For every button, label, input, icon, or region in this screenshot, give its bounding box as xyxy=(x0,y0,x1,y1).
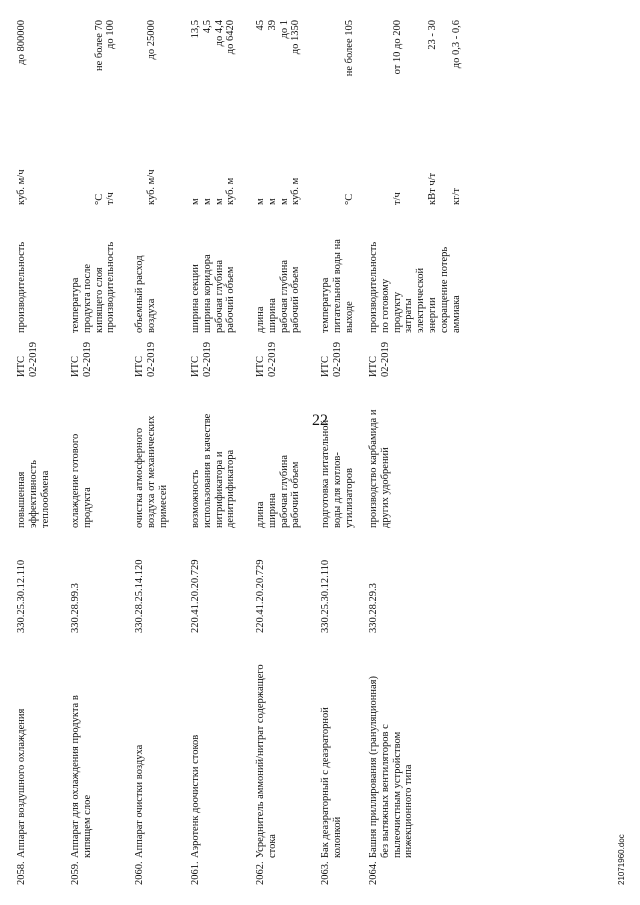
text-line: возможность xyxy=(190,469,201,528)
parameter-unit: т/ч xyxy=(105,192,117,205)
text-line: 02-2019 xyxy=(331,342,343,377)
text-line: повышенная xyxy=(16,471,27,528)
parameter-value: до 25000 xyxy=(145,20,157,60)
text-line: температура xyxy=(320,277,331,333)
okpd-code: 330.28.99.3 xyxy=(70,583,81,633)
text-line: электрической xyxy=(415,267,427,333)
parameter-name xyxy=(134,221,158,333)
parameter-name xyxy=(279,221,291,333)
text-line: стока xyxy=(266,834,278,858)
parameter-name xyxy=(16,221,28,333)
row-number: 2062. xyxy=(255,861,266,885)
parameter-value: от 10 до 200 xyxy=(391,20,403,75)
purpose xyxy=(70,378,94,528)
text-line: Усреднитель аммоний/нитрат содержащего xyxy=(255,664,266,858)
its-reference xyxy=(320,337,344,377)
page-number: 22 xyxy=(312,412,328,429)
text-line: эффективность xyxy=(27,460,39,528)
purpose xyxy=(320,378,355,528)
parameter-value: до 1350 xyxy=(290,20,302,55)
text-line: 02-2019 xyxy=(201,342,213,377)
parameter-name xyxy=(202,221,214,333)
parameter-value: не более 70 xyxy=(93,20,105,72)
parameter-name xyxy=(214,221,226,333)
okpd-code: 220.41.20.20.729 xyxy=(255,559,266,633)
parameter-name xyxy=(105,221,117,333)
text-line: длина xyxy=(255,306,266,333)
purpose xyxy=(190,378,237,528)
text-line: теплообмена xyxy=(39,470,51,528)
text-line: 02-2019 xyxy=(379,342,391,377)
equipment-name xyxy=(134,638,146,858)
purpose xyxy=(255,378,302,528)
its-reference xyxy=(134,337,158,377)
text-line: других удобрений xyxy=(379,447,391,528)
parameter-value: до 4,4 xyxy=(213,20,225,47)
parameter-value: до 800000 xyxy=(16,20,27,65)
parameter-value: до 1 xyxy=(278,20,290,39)
parameter-value: 45 xyxy=(255,20,266,31)
equipment-name xyxy=(70,638,94,858)
parameter-unit: м xyxy=(278,198,290,205)
parameter-value: до 0,3 - 0,6 xyxy=(450,20,462,69)
text-line: колонкой xyxy=(331,816,343,858)
text-line: Аппарат воздушного охлаждения xyxy=(16,708,27,858)
text-line: без вытяжных вентиляторов с xyxy=(379,724,391,858)
text-line: производство карбамида и xyxy=(368,409,379,528)
okpd-code: 330.28.25.14.120 xyxy=(134,559,145,633)
row-number: 2061. xyxy=(190,861,201,885)
parameter-name xyxy=(403,221,438,333)
text-line: использования в качестве xyxy=(201,413,213,528)
text-line: Аппарат очистки воздуха xyxy=(134,744,145,858)
row-number: 2060. xyxy=(134,861,145,885)
parameter-name xyxy=(255,221,267,333)
footer-filename: 21071960.doc xyxy=(617,834,626,885)
text-line: производительность xyxy=(105,241,117,333)
parameter-name xyxy=(320,221,355,333)
text-line: ширина xyxy=(266,493,278,528)
text-line: рабочая глубина xyxy=(278,455,290,528)
text-line: ИТС xyxy=(320,356,331,377)
text-line: продукту xyxy=(391,291,403,333)
its-reference xyxy=(70,337,94,377)
equipment-name xyxy=(190,638,202,858)
parameter-unit: м xyxy=(190,198,201,205)
text-line: по готовому xyxy=(379,278,391,333)
okpd-code: 330.25.30.12.110 xyxy=(16,559,27,633)
text-line: рабочий объем xyxy=(290,461,302,528)
parameter-value: до 6420 xyxy=(225,20,237,55)
text-line: ИТС xyxy=(134,356,145,377)
parameter-name xyxy=(368,221,403,333)
text-line: охлаждение готового xyxy=(70,433,81,528)
text-line: инжекционного типа xyxy=(403,764,415,858)
parameter-unit: м xyxy=(201,198,213,205)
its-reference xyxy=(255,337,279,377)
text-line: денитрификатора xyxy=(225,449,237,528)
equipment-name xyxy=(320,638,344,858)
text-line: объемный расход xyxy=(134,255,145,333)
text-line: сокращение потерь xyxy=(438,246,450,333)
its-reference xyxy=(16,337,40,377)
text-line: утилизаторов xyxy=(343,467,355,528)
text-line: ширина коридора xyxy=(201,254,213,333)
text-line: 02-2019 xyxy=(27,342,39,377)
parameter-unit: куб. м xyxy=(290,177,302,205)
parameter-value: 4,5 xyxy=(201,20,213,34)
text-line: 02-2019 xyxy=(145,342,157,377)
parameter-unit: м xyxy=(255,198,266,205)
text-line: рабочий объем xyxy=(290,266,302,333)
text-line: выходе xyxy=(343,301,355,333)
its-reference xyxy=(368,337,392,377)
row-number: 2063. xyxy=(320,861,331,885)
equipment-name xyxy=(255,638,279,858)
text-line: продукта после xyxy=(81,263,93,333)
text-line: продукта xyxy=(81,487,93,528)
text-line: рабочий объем xyxy=(225,266,237,333)
parameter-name xyxy=(267,221,279,333)
text-line: кипящего слоя xyxy=(93,267,105,333)
text-line: ширина секции xyxy=(190,264,201,333)
text-line: ИТС xyxy=(70,356,81,377)
parameter-unit: кВт ч/т xyxy=(427,172,438,205)
text-line: Башня приллирования (грануляционная) xyxy=(368,675,379,858)
text-line: аммиака xyxy=(450,295,462,333)
text-line: затраты xyxy=(403,298,415,333)
text-line: рабочая глубина xyxy=(278,260,290,333)
parameter-unit: куб. м/ч xyxy=(16,169,27,205)
text-line: 02-2019 xyxy=(81,342,93,377)
text-line: температура xyxy=(70,277,81,333)
parameter-name xyxy=(190,221,202,333)
text-line: очистка атмосферного xyxy=(134,427,145,528)
parameter-unit: куб. м/ч xyxy=(145,169,157,205)
text-line: Аппарат для охлаждения продукта в xyxy=(70,695,81,858)
parameter-value: 23 - 30 xyxy=(427,20,438,50)
parameter-unit: °С xyxy=(93,193,105,205)
text-line: подготовка питательной xyxy=(320,419,331,528)
text-line: ИТС xyxy=(16,356,27,377)
parameter-unit: м xyxy=(213,198,225,205)
parameter-name xyxy=(70,221,105,333)
equipment-name xyxy=(368,638,415,858)
text-line: ИТС xyxy=(190,356,201,377)
okpd-code: 330.28.29.3 xyxy=(368,583,379,633)
parameter-unit: °С xyxy=(343,193,355,205)
its-reference xyxy=(190,337,214,377)
parameter-value: не более 105 xyxy=(343,20,355,77)
parameter-unit: т/ч xyxy=(391,192,403,205)
text-line: ИТС xyxy=(255,356,266,377)
text-line: пылеочистным устройством xyxy=(391,731,403,858)
parameter-unit: куб. м xyxy=(225,177,237,205)
parameter-name xyxy=(290,221,302,333)
text-line: производительность xyxy=(16,241,27,333)
okpd-code: 330.25.30.12.110 xyxy=(320,559,331,633)
purpose xyxy=(368,378,392,528)
parameter-name xyxy=(439,221,463,333)
text-line: воздуха от механических xyxy=(145,415,157,528)
text-line: Аэротенк доочистки стоков xyxy=(190,734,201,858)
text-line: нитрификатора и xyxy=(213,451,225,528)
row-number: 2059. xyxy=(70,861,81,885)
text-line: примесей xyxy=(157,484,169,528)
row-number: 2058. xyxy=(16,861,27,885)
parameter-value: 39 xyxy=(266,20,278,31)
text-line: кипящем слое xyxy=(81,794,93,858)
text-line: производительность xyxy=(368,241,379,333)
purpose xyxy=(16,378,51,528)
text-line: ширина xyxy=(266,298,278,333)
text-line: ИТС xyxy=(368,356,379,377)
text-line: энергии xyxy=(426,297,438,333)
okpd-code: 220.41.20.20.729 xyxy=(190,559,201,633)
equipment-name xyxy=(16,638,28,858)
text-line: Бак деаэраторный с деаэраторной xyxy=(320,707,331,858)
text-line: воздуха xyxy=(145,298,157,333)
text-line: питательной воды на xyxy=(331,239,343,333)
parameter-unit: кг/т xyxy=(450,188,462,205)
text-line: длина xyxy=(255,501,266,528)
parameter-name xyxy=(225,221,237,333)
text-line: рабочая глубина xyxy=(213,260,225,333)
parameter-unit: м xyxy=(266,198,278,205)
text-line: воды для котлов- xyxy=(331,452,343,528)
parameter-value: до 100 xyxy=(105,20,117,49)
purpose xyxy=(134,378,169,528)
row-number: 2064. xyxy=(368,861,379,885)
text-line: 02-2019 xyxy=(266,342,278,377)
parameter-value: 13,5 xyxy=(190,20,201,39)
